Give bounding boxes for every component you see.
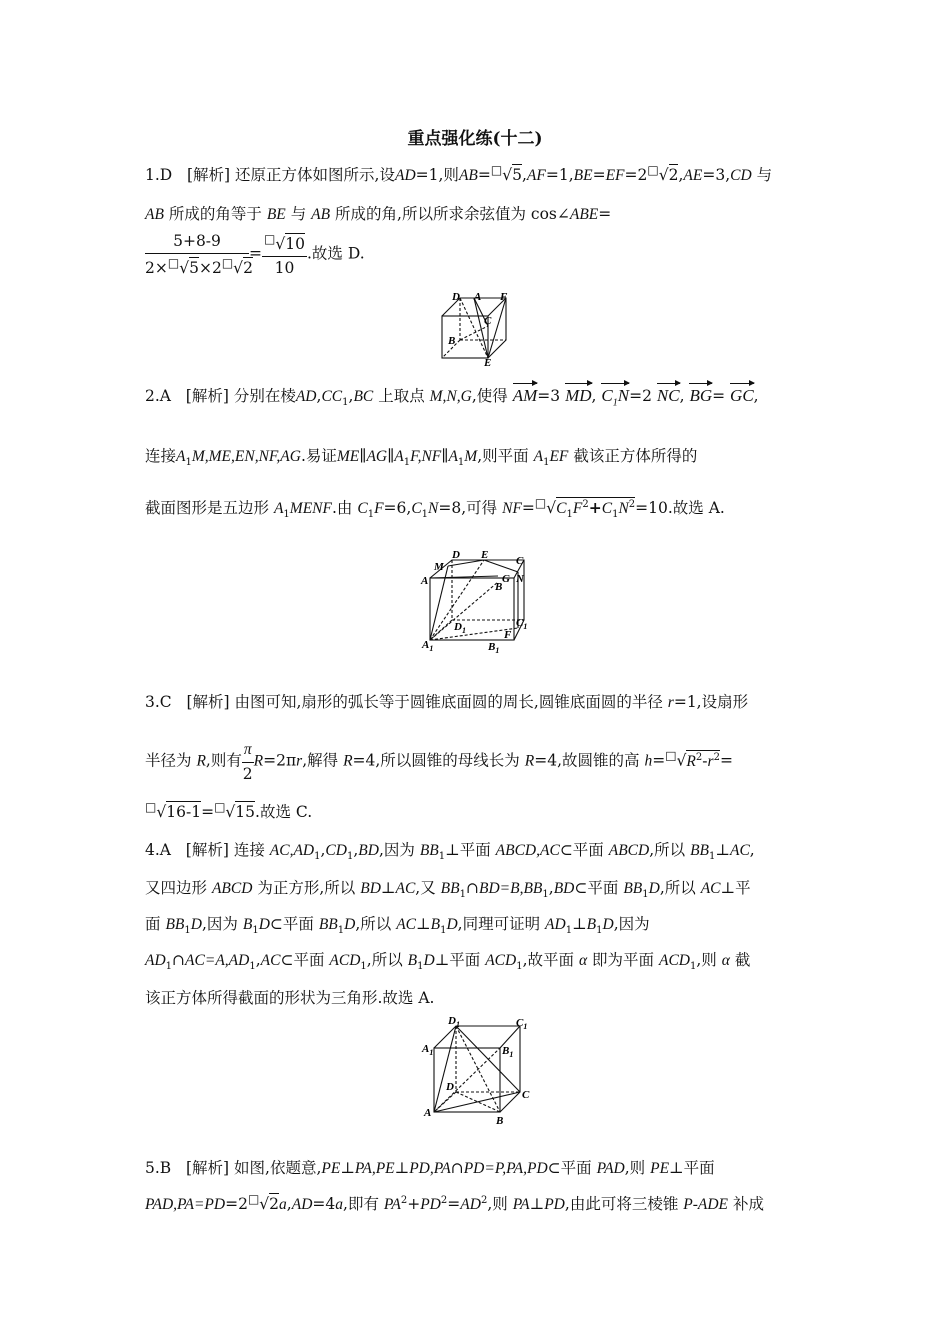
p3-line-3: □√16-1=□√15.故选 C. bbox=[145, 800, 313, 821]
fig3-label-C1: $C_1$ bbox=[516, 1017, 528, 1031]
fig2-label-N: N bbox=[516, 573, 524, 585]
vector-GC: GC bbox=[730, 386, 754, 405]
figure-3-cube bbox=[420, 1014, 534, 1128]
vector-MD: MD bbox=[565, 386, 592, 405]
fig1-label-E: E bbox=[484, 357, 492, 366]
p1-line-3-fraction: $\frac{5+8-9}{2\times^□√5\times 2^□√2}$ = $\frac{^□√10}{10}$ .故选 D. bbox=[145, 232, 365, 277]
fig2-label-D: D bbox=[452, 549, 460, 561]
figure-2-cube bbox=[418, 546, 536, 658]
fig2-label-M: M bbox=[434, 561, 444, 573]
fig1-label-C: C bbox=[484, 315, 492, 327]
p3-line-1: 3.C [解析] 由图可知,扇形的弧长等于圆锥底面圆的周长,圆锥底面圆的半径 r=1,设扇形 bbox=[145, 693, 749, 711]
p4-line-1: 4.A [解析] 连接 $AC,AD_1,CD_1,BD$,因为 $BB_1\perp$平面 ABCD,AC⊂平面 ABCD,所以 $BB_1\perp AC$, bbox=[145, 841, 755, 863]
fig2-label-A: A bbox=[421, 575, 429, 587]
fig2-label-G: G bbox=[502, 573, 510, 585]
fig3-label-A1: $A_1$ bbox=[422, 1043, 434, 1057]
p2-line-3: 截面图形是五边形 $A_1MENF$.由 $C_1F=6,C_1N=8$,可得 $NF=^□√C_1F^2+C_1N^2=10$.故选 A. bbox=[145, 496, 725, 521]
fig2-label-E: E bbox=[481, 549, 489, 561]
p2-line-2: 连接$A_1M,ME,EN,NF,AG$.易证$ME\parallel AG\parallel A_1F,NF\parallel A_1M$,则平面 $A_1EF$ 截该正方体所得的 bbox=[145, 447, 698, 469]
fig3-label-D: D bbox=[446, 1081, 454, 1093]
p4-line-5: 该正方体所得截面的形状为三角形.故选 A. bbox=[145, 989, 435, 1007]
fig2-label-B: B bbox=[495, 581, 503, 593]
fig3-label-B: B bbox=[496, 1115, 504, 1127]
vector-NC: NC bbox=[656, 386, 680, 405]
figure-1-cube bbox=[436, 290, 520, 366]
fig1-label-D: D bbox=[452, 291, 460, 303]
fraction-pi-over-2: $\frac{\pi}{2}$ bbox=[242, 741, 253, 783]
fig2-label-A1: $A_1$ bbox=[422, 639, 434, 653]
fig2-label-C1: $C_1$ bbox=[516, 617, 528, 631]
fig3-label-D1: $D_1$ bbox=[448, 1015, 460, 1029]
p1-line-1: 1.D [解析] 还原正方体如图所示,设AD=1,则AB=□√5,AF=1,BE=EF=2□√2,AE=3,CD 与 bbox=[145, 163, 773, 184]
page-title: 重点强化练(十二) bbox=[407, 129, 543, 149]
p5-line-2: PAD,PA=PD=2□√2a,AD=4a,即有 $PA^2+PD^2=AD^2$,则 PA⊥PD,由此可将三棱锥 P-ADE 补成 bbox=[145, 1192, 764, 1213]
fig2-label-B1: $B_1$ bbox=[488, 641, 500, 655]
p4-line-4: $AD_1\cap AC=A,AD_1,AC\subset$平面 $ACD_1$,所以 $B_1D\perp$平面 $ACD_1$,故平面 α 即为平面 $ACD_1$,则 α 截 bbox=[145, 951, 751, 973]
vector-BG: BG bbox=[689, 386, 713, 405]
vector-C1N: $C_1N$ bbox=[601, 386, 630, 409]
fig1-label-B: B bbox=[448, 335, 456, 347]
fig3-label-C: C bbox=[522, 1089, 530, 1101]
p4-line-3: 面 $BB_1D$,因为 $B_1D\subset$平面 $BB_1D$,所以 $AC\perp B_1D$,同理可证明 $AD_1\perp B_1D$,因为 bbox=[145, 915, 650, 937]
p3-line-2: 半径为 R,则有 $\frac{\pi}{2}$ R=2πr,解得 R=4,所以圆锥的母线长为 R=4,故圆锥的高 $h=^□√R^2-r^2=$ bbox=[145, 741, 733, 783]
fraction-result: $\frac{^□√10}{10}$ bbox=[264, 232, 305, 277]
fig1-label-F: F bbox=[500, 291, 508, 303]
fig3-label-B1: $B_1$ bbox=[502, 1045, 514, 1059]
fig2-label-C: C bbox=[516, 555, 524, 567]
p1-line-2: AB 所成的角等于 BE 与 AB 所成的角,所以所求余弦值为 cos∠ABE= bbox=[145, 205, 612, 223]
p5-line-1: 5.B [解析] 如图,依题意,PE⊥PA,PE⊥PD,PA∩PD=P,PA,PD⊂平面 PAD,则 PE⊥平面 bbox=[145, 1159, 715, 1177]
fig2-label-F: F bbox=[504, 629, 512, 641]
vector-AM: AM bbox=[512, 386, 538, 405]
fraction-main: $\frac{5+8-9}{2\times^□√5\times 2^□√2}$ bbox=[145, 232, 253, 277]
fig3-label-A: A bbox=[424, 1107, 432, 1119]
p4-line-2: 又四边形 ABCD 为正方形,所以 BD⊥AC,又 $BB_1\cap BD=B,BB_1,BD\subset$平面 $BB_1D$,所以 AC⊥平 bbox=[145, 879, 751, 901]
fig1-label-A: A bbox=[474, 291, 482, 303]
fig2-label-D1: $D_1$ bbox=[454, 621, 466, 635]
p2-line-1: 2.A [解析] 分别在棱$AD,CC_1,BC$ 上取点 M,N,G,使得 AM=3 MD, $C_1N=2$ NC, BG= GC, bbox=[145, 386, 759, 409]
